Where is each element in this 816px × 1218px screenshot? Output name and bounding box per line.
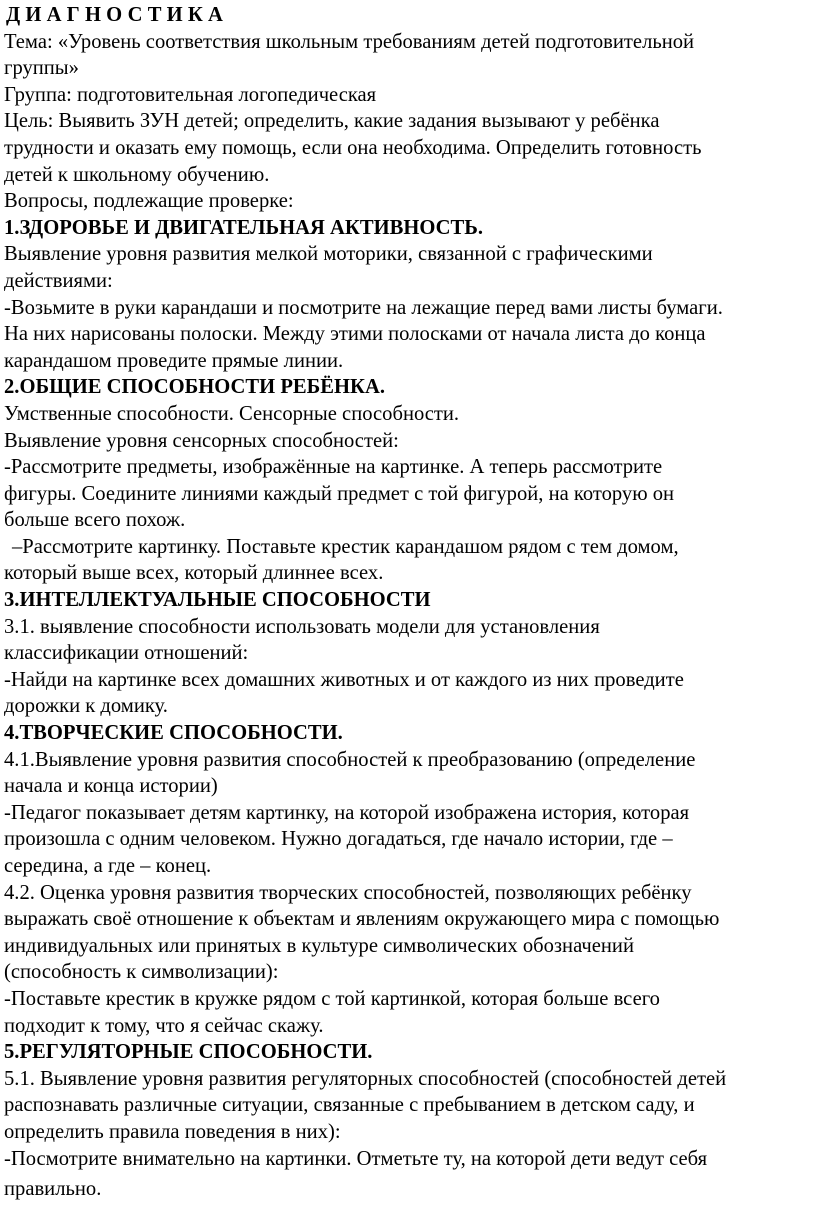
paragraph-line: Выявление уровня сенсорных способностей: <box>4 429 399 452</box>
topic-line: Тема: «Уровень соответствия школьным требованиям детей подготовительной <box>4 30 695 53</box>
paragraph-line: –Рассмотрите картинку. Поставьте крестик карандашом рядом с тем домом, <box>12 535 679 558</box>
paragraph-line: действиями: <box>4 269 113 292</box>
topic-line: группы» <box>4 57 79 80</box>
paragraph-line: индивидуальных или принятых в культуре символических обозначений <box>4 934 634 957</box>
group-line: Группа: подготовительная логопедическая <box>4 83 377 106</box>
section-heading-regulatory: 5.РЕГУЛЯТОРНЫЕ СПОСОБНОСТИ. <box>4 1041 373 1064</box>
paragraph-line: карандашом проведите прямые линии. <box>4 349 344 372</box>
paragraph-line: -Рассмотрите предметы, изображённые на картинке. А теперь рассмотрите <box>4 456 663 479</box>
paragraph-line: (способность к символизации): <box>4 961 279 984</box>
section-heading-creative: 4.ТВОРЧЕСКИЕ СПОСОБНОСТИ. <box>4 722 343 745</box>
goal-line: Цель: Выявить ЗУН детей; определить, какие задания вызывают у ребёнка <box>4 110 660 133</box>
section-heading-intellectual: 3.ИНТЕЛЛЕКТУАЛЬНЫЕ СПОСОБНОСТИ <box>4 589 431 612</box>
paragraph-line: Выявление уровня развития мелкой моторики, связанной с графическими <box>4 243 653 266</box>
paragraph-line: -Поставьте крестик в кружке рядом с той картинкой, которая больше всего <box>4 987 660 1010</box>
paragraph-line: подходит к тому, что я сейчас скажу. <box>4 1014 324 1037</box>
paragraph-line: который выше всех, который длиннее всех. <box>4 562 384 585</box>
document-title: ДИАГНОСТИКА <box>6 4 229 26</box>
paragraph-line: -Педагог показывает детям картинку, на которой изображена история, которая <box>4 801 690 824</box>
paragraph-line: Умственные способности. Сенсорные способности. <box>4 402 460 425</box>
questions-intro: Вопросы, подлежащие проверке: <box>4 190 294 213</box>
paragraph-line: распознавать различные ситуации, связанные с пребыванием в детском саду, и <box>4 1094 695 1117</box>
paragraph-line: -Найди на картинке всех домашних животных и от каждого из них проведите <box>4 668 684 691</box>
goal-line: трудности и оказать ему помощь, если она необходима. Определить готовность <box>4 136 702 159</box>
paragraph-line: фигуры. Соедините линиями каждый предмет с той фигурой, на которую он <box>4 482 675 505</box>
paragraph-line: выражать своё отношение к объектам и явлениям окружающего мира с помощью <box>4 908 720 931</box>
section-heading-health: 1.ЗДОРОВЬЕ И ДВИГАТЕЛЬНАЯ АКТИВНОСТЬ. <box>4 216 483 239</box>
paragraph-line: -Возьмите в руки карандаши и посмотрите на лежащие перед вами листы бумаги. <box>4 296 723 319</box>
paragraph-line: На них нарисованы полоски. Между этими полосками от начала листа до конца <box>4 323 706 346</box>
paragraph-line: 3.1. выявление способности использовать модели для установления <box>4 615 600 638</box>
paragraph-line: 4.2. Оценка уровня развития творческих способностей, позволяющих ребёнку <box>4 881 692 904</box>
paragraph-line: больше всего похож. <box>4 509 186 532</box>
paragraph-line: начала и конца истории) <box>4 775 218 798</box>
section-heading-general: 2.ОБЩИЕ СПОСОБНОСТИ РЕБЁНКА. <box>4 376 385 399</box>
paragraph-line: произошла с одним человеком. Нужно догадаться, где начало истории, где – <box>4 828 673 851</box>
paragraph-line: дорожки к домику. <box>4 695 168 718</box>
paragraph-line: 5.1. Выявление уровня развития регуляторных способностей (способностей детей <box>4 1067 727 1090</box>
paragraph-line: правильно. <box>4 1178 102 1201</box>
paragraph-line: классификации отношений: <box>4 642 249 665</box>
paragraph-line: определить правила поведения в них): <box>4 1120 341 1143</box>
paragraph-line: середина, а где – конец. <box>4 855 212 877</box>
paragraph-line: 4.1.Выявление уровня развития способностей к преобразованию (определение <box>4 748 696 771</box>
goal-line: детей к школьному обучению. <box>4 163 270 186</box>
paragraph-line: -Посмотрите внимательно на картинки. Отметьте ту, на которой дети ведут себя <box>4 1147 708 1170</box>
